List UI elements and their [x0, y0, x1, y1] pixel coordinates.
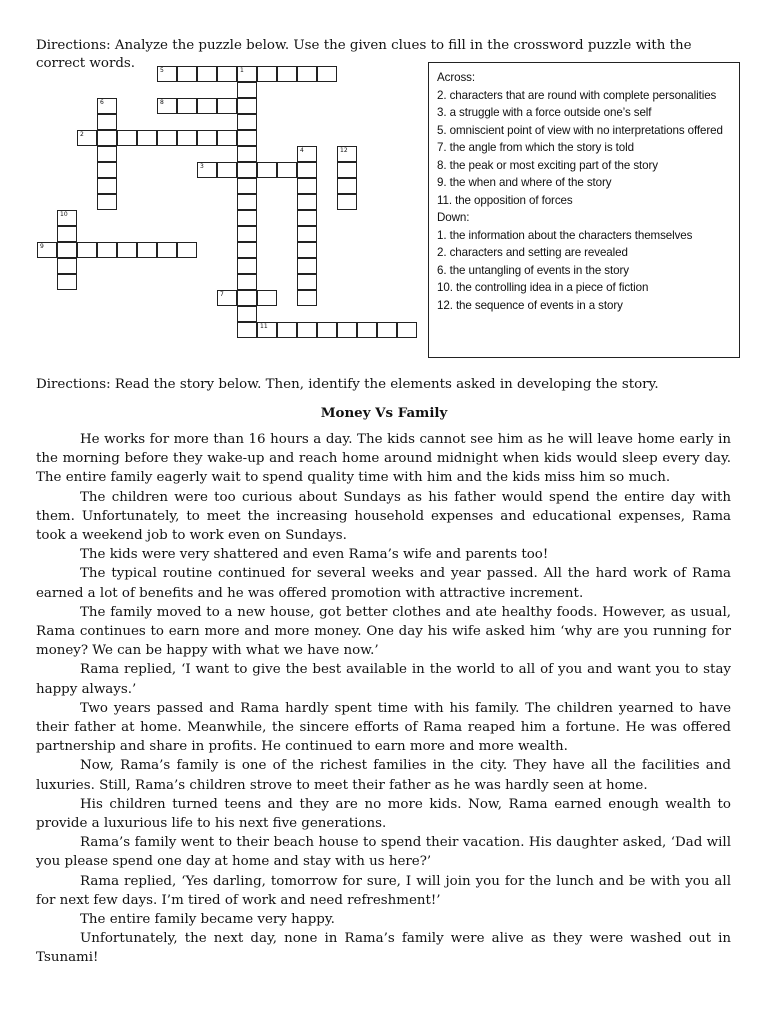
crossword-cell[interactable]: [357, 322, 377, 338]
crossword-cell[interactable]: [97, 114, 117, 130]
crossword-cell[interactable]: [237, 82, 257, 98]
crossword-cell[interactable]: [297, 146, 317, 162]
crossword-cell[interactable]: [37, 242, 57, 258]
crossword-cell[interactable]: [237, 98, 257, 114]
crossword-cell[interactable]: [297, 274, 317, 290]
crossword-cell[interactable]: [317, 322, 337, 338]
clue-number: 12: [340, 147, 348, 154]
story-paragraph: The children were too curious about Sundays as his father would spend the entire day with them. Unfortunately, to meet the increasing household expenses and educational expenses, Rama took a weekend job to work even on Sundays.: [36, 489, 731, 544]
across-clue: 11. the opposition of forces: [437, 193, 573, 207]
clue-number: 1: [240, 67, 244, 74]
crossword-cell[interactable]: [57, 242, 77, 258]
crossword-cell[interactable]: [257, 322, 277, 338]
crossword-cell[interactable]: [157, 130, 177, 146]
across-clue: 8. the peak or most exciting part of the story: [437, 158, 658, 172]
story-paragraph: The family moved to a new house, got better clothes and ate healthy foods. However, as usual, Rama continues to earn more and more money. One day his wife asked him ‘why are you running for money? We can be happy with what we have now.’: [36, 604, 731, 659]
crossword-cell[interactable]: [77, 130, 97, 146]
crossword-cell[interactable]: [157, 242, 177, 258]
crossword-cell[interactable]: [277, 162, 297, 178]
crossword-cell[interactable]: [237, 194, 257, 210]
clue-number: 5: [160, 67, 164, 74]
crossword-cell[interactable]: [117, 130, 137, 146]
down-clue: 2. characters and setting are revealed: [437, 246, 628, 259]
crossword-cell[interactable]: [257, 290, 277, 306]
crossword-cell[interactable]: [337, 162, 357, 178]
crossword-cell[interactable]: [257, 66, 277, 82]
story-paragraph: Now, Rama’s family is one of the richest families in the city. They have all the facilities and luxuries. Still, Rama’s children strove to meet their father as he was hardly seen at home.: [36, 758, 731, 793]
clue-number: 11: [260, 323, 268, 330]
crossword-cell[interactable]: [297, 258, 317, 274]
puzzle-directions-line1: Directions: Analyze the puzzle below. Use the given clues to fill in the crossword puzzle with the: [36, 38, 692, 53]
crossword-cell[interactable]: [177, 66, 197, 82]
crossword-cell[interactable]: [297, 210, 317, 226]
across-clue: 2. characters that are round with complete personalities: [437, 88, 717, 102]
crossword-cell[interactable]: [217, 98, 237, 114]
crossword-cell[interactable]: [297, 290, 317, 306]
crossword-cell[interactable]: [97, 130, 117, 146]
crossword-cell[interactable]: [77, 242, 97, 258]
crossword-cell[interactable]: [97, 98, 117, 114]
crossword-cell[interactable]: [317, 66, 337, 82]
crossword-cell[interactable]: [237, 322, 257, 338]
crossword-cell[interactable]: [97, 194, 117, 210]
crossword-cell[interactable]: [217, 290, 237, 306]
across-clue: 3. a struggle with a force outside one’s self: [437, 106, 652, 119]
crossword-cell[interactable]: [157, 66, 177, 82]
crossword-cell[interactable]: [177, 242, 197, 258]
story-paragraph: The typical routine continued for several weeks and year passed. All the hard work of Rama earned a lot of benefits and he was offered promotion with attractive increment.: [36, 566, 731, 601]
puzzle-directions-line2: correct words.: [36, 56, 136, 71]
clue-number: 6: [100, 99, 104, 106]
crossword-cell[interactable]: [97, 146, 117, 162]
crossword-cell[interactable]: [237, 130, 257, 146]
crossword-cell[interactable]: [237, 66, 257, 82]
story-title: Money Vs Family: [320, 405, 448, 421]
clue-number: 3: [200, 163, 204, 170]
crossword-cell[interactable]: [57, 210, 77, 226]
crossword-cell[interactable]: [197, 162, 217, 178]
crossword-cell[interactable]: [217, 130, 237, 146]
crossword-cell[interactable]: [237, 210, 257, 226]
crossword-cell[interactable]: [177, 130, 197, 146]
crossword-cell[interactable]: [237, 146, 257, 162]
across-clue: 7. the angle from which the story is told: [437, 141, 634, 154]
story-paragraph: The entire family became very happy.: [80, 912, 335, 928]
crossword-cell[interactable]: [177, 98, 197, 114]
down-clue: 12. the sequence of events in a story: [437, 298, 623, 312]
crossword-cell[interactable]: [57, 274, 77, 290]
story-paragraph: The kids were very shattered and even Rama’s wife and parents too!: [80, 547, 549, 563]
crossword-cell[interactable]: [97, 242, 117, 258]
clue-number: 2: [80, 131, 84, 138]
crossword-cell[interactable]: [337, 178, 357, 194]
clue-number: 10: [60, 211, 68, 218]
crossword-cell[interactable]: [117, 242, 137, 258]
clue-number: 8: [160, 99, 164, 106]
story-directions: Directions: Read the story below. Then, identify the elements asked in developing the story.: [36, 377, 659, 392]
crossword-cell[interactable]: [297, 194, 317, 210]
crossword-cell[interactable]: [197, 98, 217, 114]
across-clue: 5. omniscient point of view with no interpretations offered: [437, 123, 723, 137]
story-paragraph: Unfortunately, the next day, none in Rama’s family were alive as they were washed out in Tsunami!: [36, 931, 731, 966]
crossword-cell[interactable]: [377, 322, 397, 338]
crossword-cell[interactable]: [237, 178, 257, 194]
crossword-cell[interactable]: [237, 226, 257, 242]
clues-box: [428, 62, 740, 358]
crossword-cell[interactable]: [297, 178, 317, 194]
crossword-cell[interactable]: [197, 130, 217, 146]
down-clue: 1. the information about the characters themselves: [437, 228, 693, 242]
crossword-cell[interactable]: [237, 258, 257, 274]
crossword-cell[interactable]: [57, 258, 77, 274]
crossword-cell[interactable]: [197, 66, 217, 82]
crossword-cell[interactable]: [237, 274, 257, 290]
crossword-cell[interactable]: [277, 322, 297, 338]
across-heading: Across:: [437, 71, 475, 84]
story-paragraph: Rama replied, ‘Yes darling, tomorrow for sure, I will join you for the lunch and be with you all for next few days. I’m tired of work and need refreshment!’: [36, 873, 731, 908]
crossword-cell[interactable]: [217, 162, 237, 178]
crossword-cell[interactable]: [297, 242, 317, 258]
story-paragraph: Rama’s family went to their beach house to spend their vacation. His daughter asked, ‘Dad will you please spend one day at home and stay with us here?’: [36, 835, 731, 870]
crossword-cell[interactable]: [337, 322, 357, 338]
crossword-cell[interactable]: [297, 162, 317, 178]
across-clue: 9. the when and where of the story: [437, 176, 612, 189]
down-clue: 10. the controlling idea in a piece of fiction: [437, 281, 649, 294]
story-paragraph: Two years passed and Rama hardly spent time with his family. The children yearned to have their father at home. Meanwhile, the sincere efforts of Rama reaped him a fortune. He was offered partnership and share in profits. He continued to earn more and more wealth.: [36, 700, 731, 755]
crossword-cell[interactable]: [397, 322, 417, 338]
crossword-cell[interactable]: [297, 66, 317, 82]
crossword-cell[interactable]: [237, 162, 257, 178]
story-paragraph: His children turned teens and they are no more kids. Now, Rama earned enough wealth to provide a luxurious life to his next five generations.: [36, 796, 731, 832]
crossword-cell[interactable]: [337, 194, 357, 210]
crossword-cell[interactable]: [57, 226, 77, 242]
clue-number: 4: [300, 147, 304, 154]
crossword-cell[interactable]: [237, 242, 257, 258]
crossword-cell[interactable]: [237, 290, 257, 306]
crossword-cell[interactable]: [137, 242, 157, 258]
crossword-cell[interactable]: [237, 114, 257, 130]
crossword-cell[interactable]: [337, 146, 357, 162]
crossword-cell[interactable]: [237, 306, 257, 322]
crossword-cell[interactable]: [97, 162, 117, 178]
crossword-cell[interactable]: [97, 178, 117, 194]
crossword-cell[interactable]: [217, 66, 237, 82]
clue-number: 9: [40, 243, 44, 250]
crossword-cell[interactable]: [157, 98, 177, 114]
clue-number: 7: [220, 291, 224, 298]
story-body: [36, 430, 731, 968]
crossword-cell[interactable]: [297, 226, 317, 242]
crossword-cell[interactable]: [277, 66, 297, 82]
story-paragraph: Rama replied, ‘I want to give the best available in the world to all of you and want you to stay happy always.’: [36, 662, 731, 697]
crossword-cell[interactable]: [137, 130, 157, 146]
down-heading: Down:: [437, 211, 470, 224]
down-clue: 6. the untangling of events in the story: [437, 263, 629, 277]
story-paragraph: He works for more than 16 hours a day. The kids cannot see him as he will leave home early in the morning before they wake-up and reach home around midnight when kids would sleep every day. The entire family eagerly wait to spend quality time with him and the kids miss him so much.: [36, 432, 731, 486]
crossword-cell[interactable]: [257, 162, 277, 178]
crossword-cell[interactable]: [297, 322, 317, 338]
